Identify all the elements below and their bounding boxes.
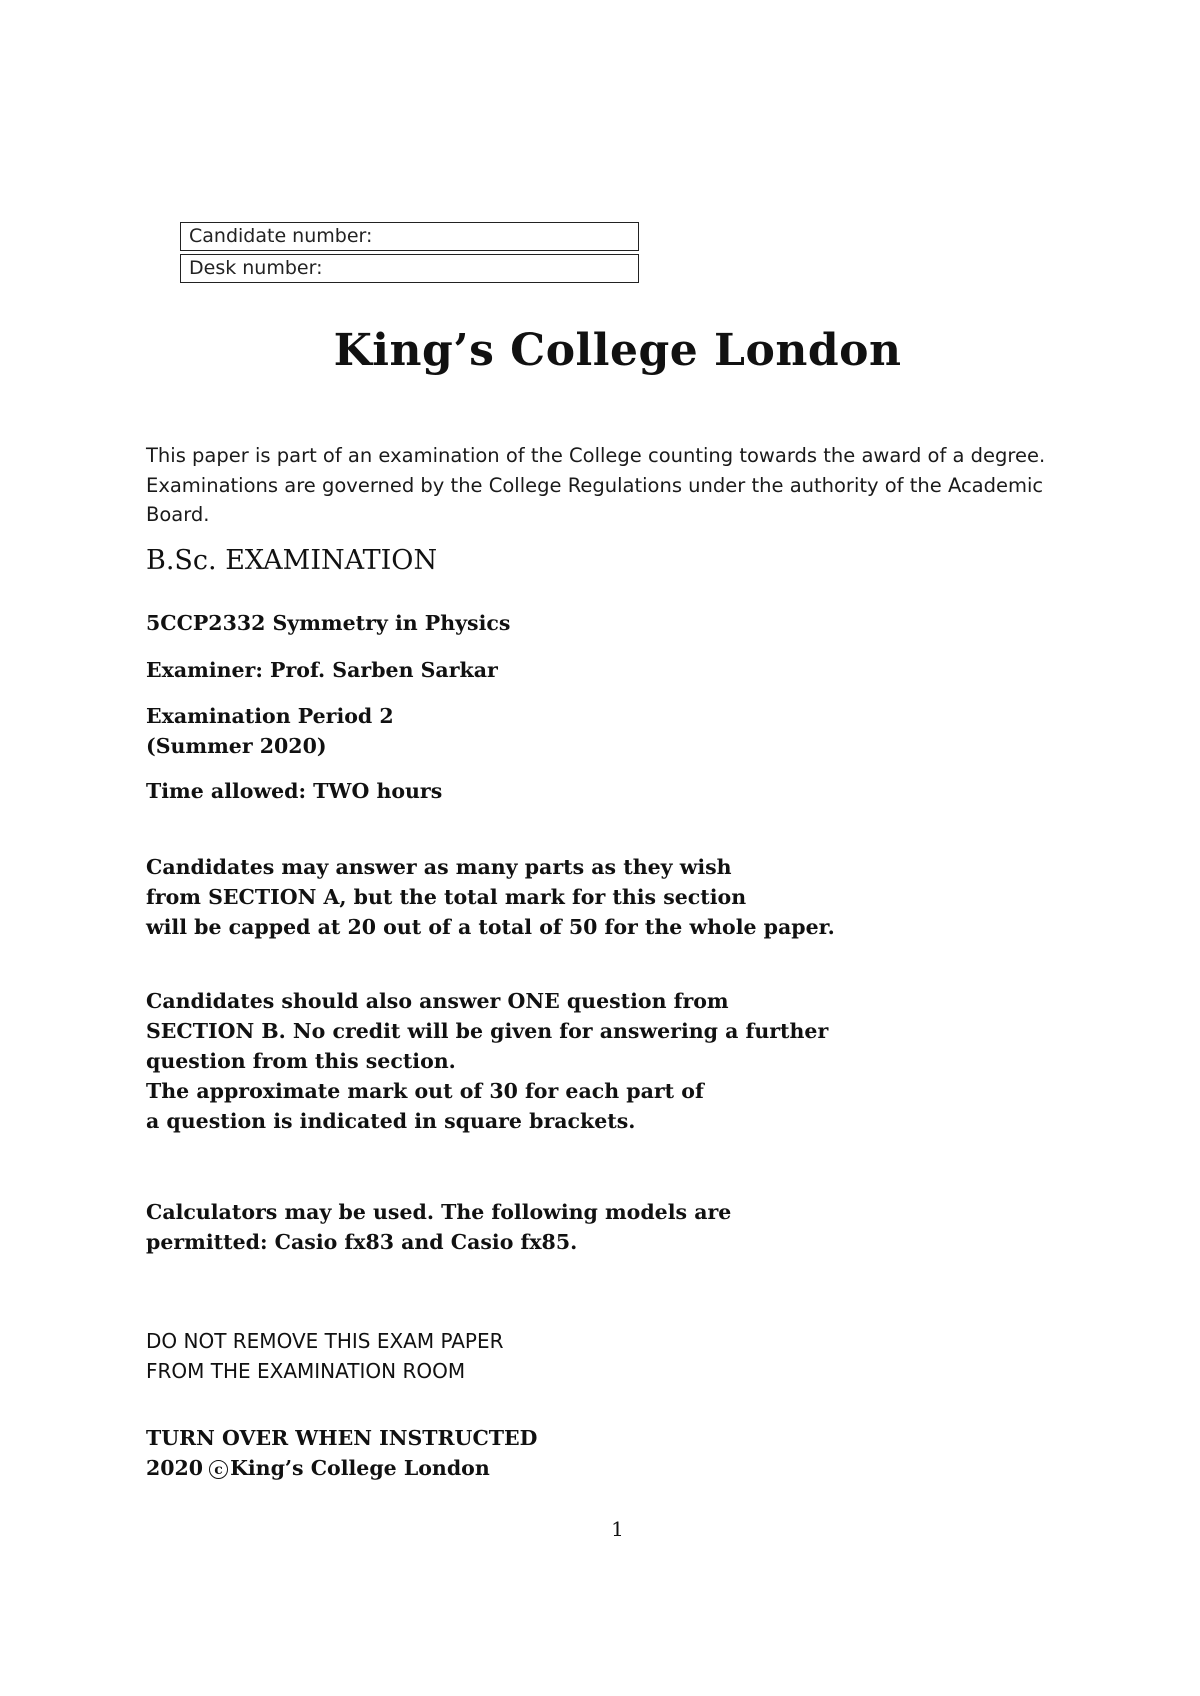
instruction-line: Calculators may be used. The following models are — [146, 1200, 732, 1224]
time-allowed: Time allowed: TWO hours — [146, 779, 443, 803]
instruction-line: question from this section. — [146, 1049, 456, 1073]
candidate-number-field[interactable] — [180, 222, 639, 251]
page-number: 1 — [611, 1517, 624, 1541]
course-title: 5CCP2332 Symmetry in Physics — [146, 611, 511, 635]
copyright-icon: c — [209, 1460, 228, 1479]
intro-line: Board. — [146, 503, 210, 526]
desk-number-field[interactable] — [180, 254, 639, 283]
instruction-line: Candidates may answer as many parts as they wish — [146, 855, 732, 879]
intro-paragraph — [146, 441, 1086, 530]
intro-line: This paper is part of an examination of the College counting towards the award of a degree. — [146, 444, 1046, 467]
do-not-remove-notice — [146, 1326, 504, 1386]
institution-title: King’s College London — [333, 325, 902, 376]
candidate-number-label: Candidate number: — [189, 225, 373, 247]
desk-number-label: Desk number: — [189, 257, 323, 279]
instruction-line: SECTION B. No credit will be given for answering a further — [146, 1019, 829, 1043]
exam-period-line: (Summer 2020) — [146, 734, 327, 758]
instruction-line: will be capped at 20 out of a total of 50 for the whole paper. — [146, 915, 835, 939]
copyright-year: 2020 — [146, 1456, 204, 1480]
section-a-instructions — [146, 852, 835, 942]
instruction-line: The approximate mark out of 30 for each part of — [146, 1079, 704, 1103]
calculator-instructions — [146, 1197, 731, 1257]
instruction-line: permitted: Casio fx83 and Casio fx85. — [146, 1230, 578, 1254]
instruction-line: a question is indicated in square brackets. — [146, 1109, 636, 1133]
exam-period-line: Examination Period 2 — [146, 704, 394, 728]
instruction-line: from SECTION A, but the total mark for this section — [146, 885, 747, 909]
copyright-line — [146, 1453, 537, 1483]
instruction-line: Candidates should also answer ONE question from — [146, 989, 729, 1013]
exam-type-heading: B.Sc. EXAMINATION — [146, 545, 438, 576]
section-b-instructions — [146, 986, 828, 1136]
copyright-holder: King’s College London — [230, 1456, 490, 1480]
intro-line: Examinations are governed by the College Regulations under the authority of the Academic — [146, 473, 1044, 497]
notice-line: FROM THE EXAMINATION ROOM — [146, 1359, 466, 1383]
turn-over-notice: TURN OVER WHEN INSTRUCTED — [146, 1426, 538, 1450]
notice-line: DO NOT REMOVE THIS EXAM PAPER — [146, 1329, 504, 1353]
footer-block — [146, 1423, 537, 1483]
examiner-name: Examiner: Prof. Sarben Sarkar — [146, 658, 498, 682]
exam-period — [146, 701, 394, 761]
